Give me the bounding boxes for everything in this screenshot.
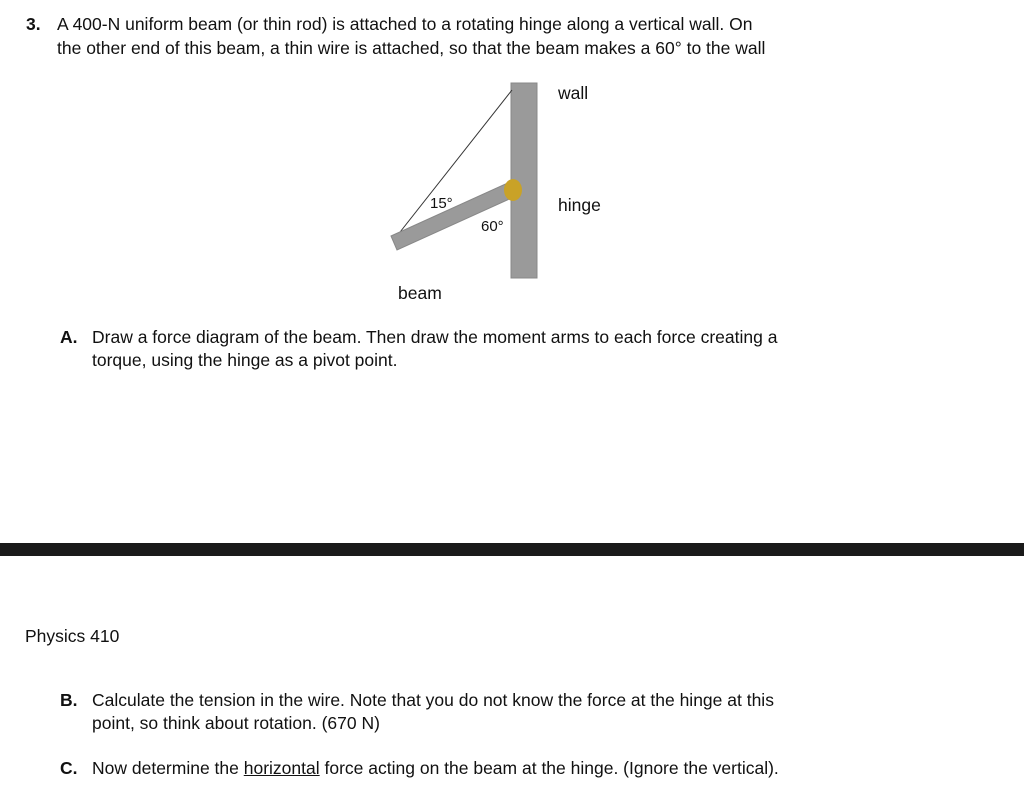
hinge-label: hinge (558, 195, 601, 215)
part-b-line2: point, so think about rotation. (670 N) (92, 713, 380, 733)
part-c-underlined: horizontal (243, 758, 320, 778)
part-a-letter: A. (60, 327, 78, 347)
course-label: Physics 410 (25, 626, 120, 646)
page-divider (0, 543, 1024, 556)
part-a-line1: Draw a force diagram of the beam. Then draw the moment arms to each force creating a (92, 327, 778, 347)
question-text-line1: A 400-N uniform beam (or thin rod) is attached to a rotating hinge along a vertical wall. On (57, 14, 753, 34)
question-text-line2: the other end of this beam, a thin wire is attached, so that the beam makes a 60° to the wall (57, 38, 766, 58)
wall-angle-label: 60° (481, 218, 504, 235)
part-c-letter: C. (60, 758, 78, 778)
part-b-line1: Calculate the tension in the wire. Note that you do not know the force at the hinge at this (92, 690, 774, 710)
hinge-shape (504, 179, 522, 201)
part-a-line2: torque, using the hinge as a pivot point. (92, 350, 398, 370)
part-b-letter: B. (60, 690, 78, 710)
part-c-text (92, 757, 779, 779)
wall-label: wall (558, 83, 589, 103)
beam-label: beam (398, 283, 442, 303)
question-number: 3. (26, 14, 41, 34)
part-c-before: Now determine the (92, 758, 244, 778)
wire-angle-label: 15° (430, 195, 453, 212)
part-c-after: force acting on the beam at the hinge. (Ignore the vertical). (319, 758, 779, 778)
